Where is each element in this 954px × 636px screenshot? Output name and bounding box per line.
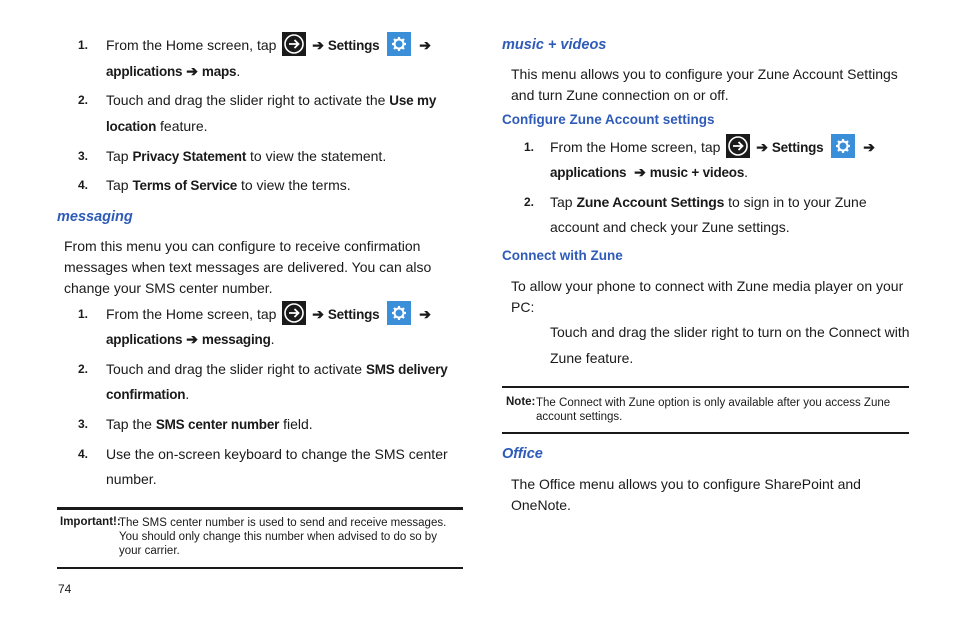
note-text: The Connect with Zune option is only available after you access Zune account settings. bbox=[536, 397, 891, 423]
gear-icon bbox=[387, 301, 411, 325]
page-number: 74 bbox=[58, 582, 72, 596]
divider bbox=[502, 432, 909, 434]
office-paragraph: The Office menu allows you to configure SharePoint and OneNote. bbox=[511, 476, 861, 513]
arrow-glyph: ➔ bbox=[186, 63, 198, 79]
connect-zune-step: Touch and drag the slider right to turn on the Connect with bbox=[550, 324, 910, 340]
arrow-right-circle-icon bbox=[282, 32, 306, 56]
connect-zune-step-cont: Zune feature. bbox=[550, 350, 634, 366]
important-text: The SMS center number is used to send and receive messages. You should only change this number when advised to do so by your carrier. bbox=[119, 517, 447, 557]
messaging-paragraph: From this menu you can configure to receive confirmation messages when text messages are delivered. You can also change your SMS center number. bbox=[64, 238, 432, 296]
office-heading: Office bbox=[502, 446, 543, 462]
arrow-glyph: ➔ bbox=[863, 139, 875, 155]
arrow-glyph: ➔ bbox=[634, 164, 646, 180]
divider bbox=[502, 386, 909, 388]
messaging-heading: messaging bbox=[57, 209, 133, 225]
arrow-right-circle-icon bbox=[726, 134, 750, 158]
gear-icon bbox=[387, 32, 411, 56]
divider bbox=[57, 567, 463, 569]
arrow-glyph: ➔ bbox=[312, 306, 324, 322]
arrow-glyph: ➔ bbox=[419, 37, 431, 53]
music-videos-heading: music + videos bbox=[502, 37, 607, 53]
arrow-glyph: ➔ bbox=[756, 139, 768, 155]
arrow-glyph: ➔ bbox=[312, 37, 324, 53]
divider bbox=[57, 507, 463, 510]
configure-zune-subheading: Configure Zune Account settings bbox=[502, 112, 715, 127]
music-videos-paragraph: This menu allows you to configure your Zune Account Settings and turn Zune connection on or off. bbox=[511, 66, 898, 103]
connect-zune-subheading: Connect with Zune bbox=[502, 248, 623, 263]
gear-icon bbox=[831, 134, 855, 158]
important-label: Important!: bbox=[60, 516, 121, 528]
arrow-glyph: ➔ bbox=[186, 331, 198, 347]
arrow-glyph: ➔ bbox=[419, 306, 431, 322]
connect-zune-paragraph: To allow your phone to connect with Zune media player on your PC: bbox=[511, 278, 904, 315]
note-label: Note: bbox=[506, 396, 536, 408]
arrow-right-circle-icon bbox=[282, 301, 306, 325]
